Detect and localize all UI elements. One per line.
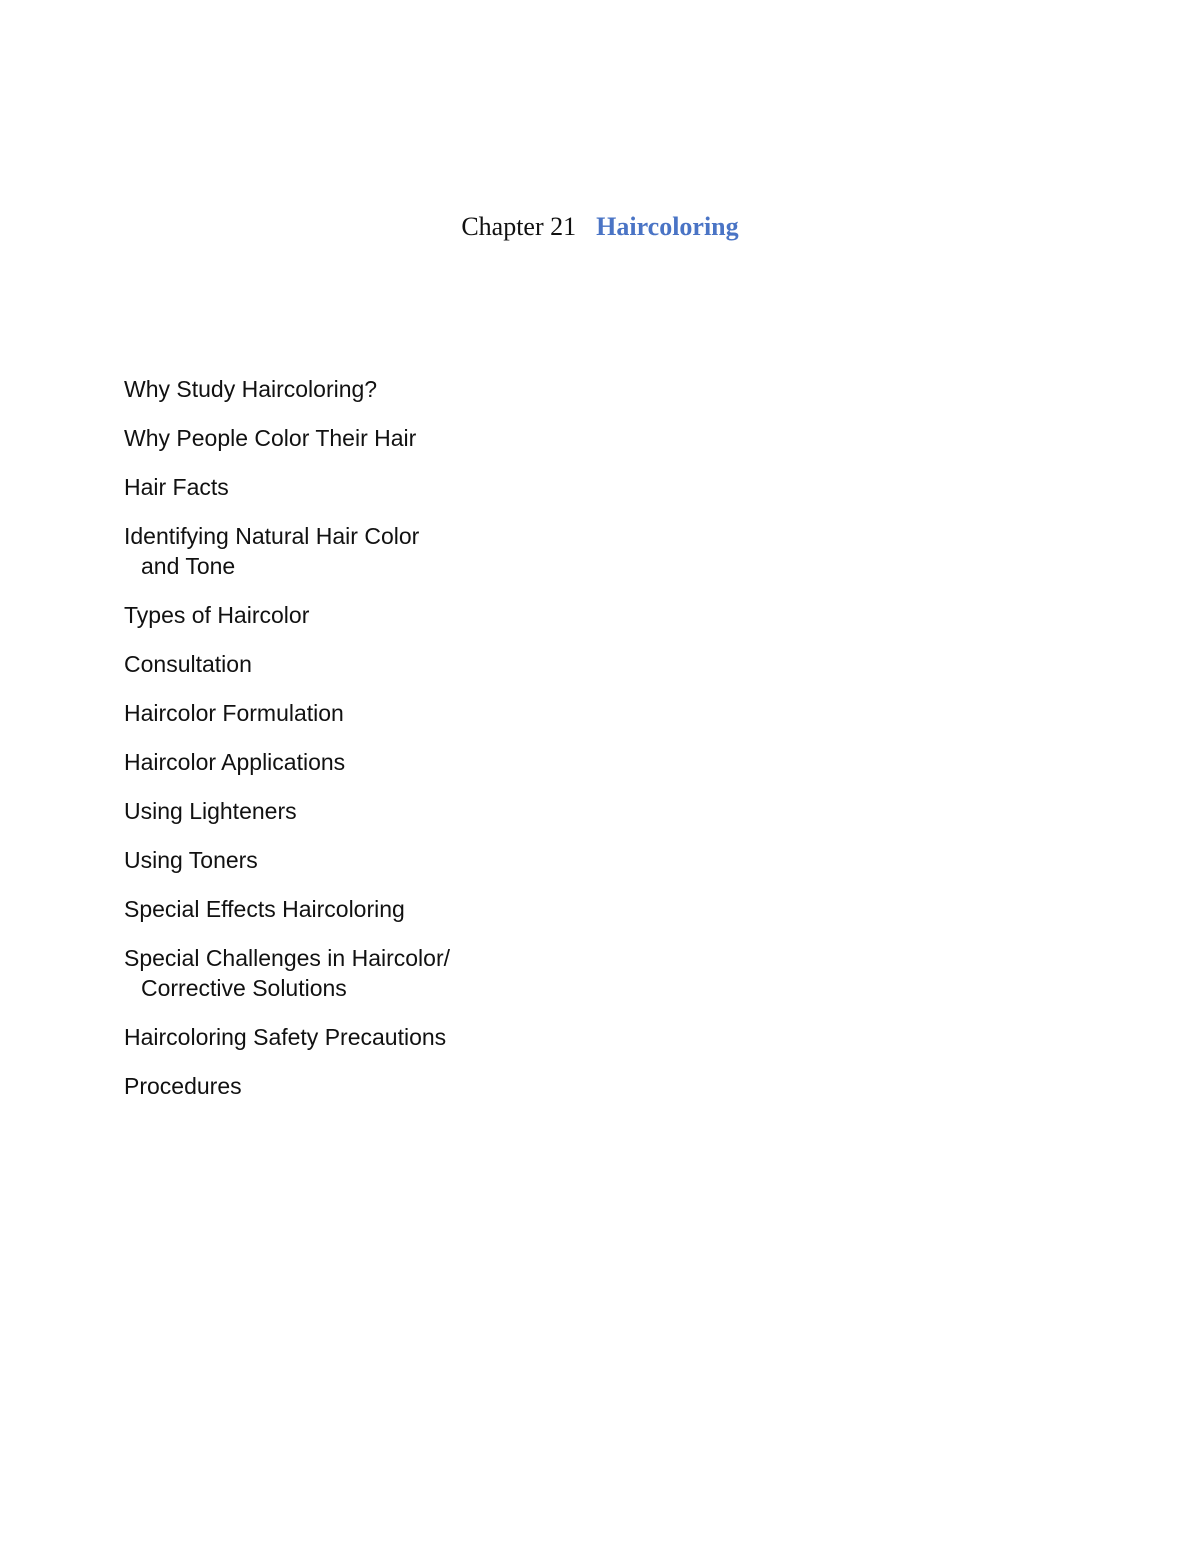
chapter-label: Chapter 21 (461, 212, 577, 241)
contents-item-label: Special Effects Haircoloring (124, 896, 405, 922)
contents-item (124, 423, 724, 453)
chapter-heading (0, 212, 1200, 242)
contents-item-label: Identifying Natural Hair Color (124, 523, 420, 549)
contents-item-continuation: and Tone (141, 553, 236, 579)
contents-item (124, 521, 724, 581)
contents-item-label: Procedures (124, 1073, 242, 1099)
contents-item-label: Haircolor Formulation (124, 700, 344, 726)
contents-item (124, 796, 724, 826)
contents-item (124, 747, 724, 777)
contents-item (124, 894, 724, 924)
contents-item-label: Hair Facts (124, 474, 229, 500)
contents-item (124, 649, 724, 679)
contents-item (124, 845, 724, 875)
contents-item-label: Using Toners (124, 847, 258, 873)
contents-item-label: Haircolor Applications (124, 749, 346, 775)
chapter-contents-list (124, 374, 724, 1120)
contents-item (124, 374, 724, 404)
contents-item-label: Why Study Haircoloring? (124, 376, 378, 402)
contents-item (124, 472, 724, 502)
contents-item (124, 600, 724, 630)
contents-item (124, 1022, 724, 1052)
chapter-title: Haircoloring (596, 212, 739, 241)
contents-item-label: Special Challenges in Haircolor/ (124, 945, 450, 971)
contents-item (124, 1071, 724, 1101)
contents-item-label: Using Lighteners (124, 798, 297, 824)
contents-item (124, 943, 724, 1003)
contents-item-label: Why People Color Their Hair (124, 425, 417, 451)
contents-item-continuation: Corrective Solutions (141, 975, 347, 1001)
contents-item-label: Types of Haircolor (124, 602, 310, 628)
contents-item-label: Haircoloring Safety Precautions (124, 1024, 447, 1050)
contents-item (124, 698, 724, 728)
contents-item-label: Consultation (124, 651, 252, 677)
